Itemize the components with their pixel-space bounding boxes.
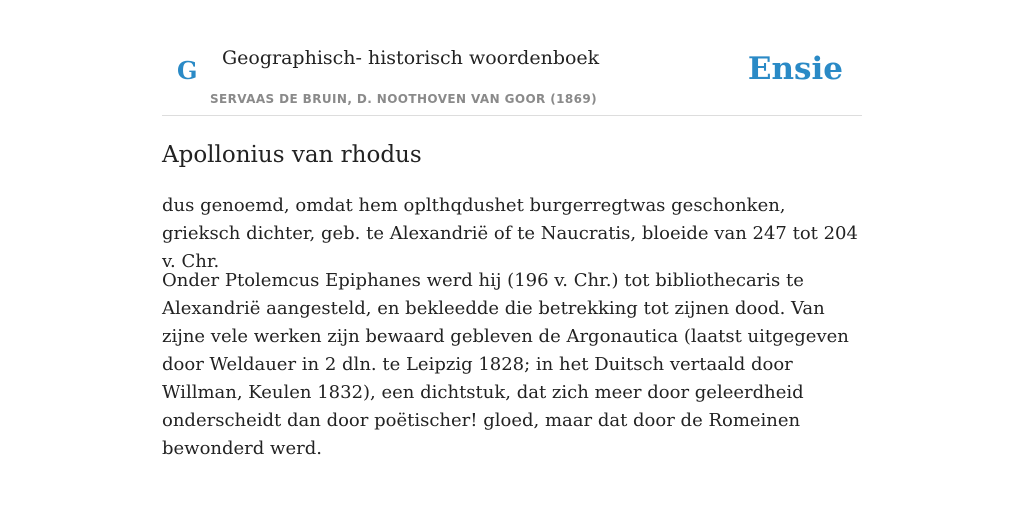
letter-index-link[interactable]: G <box>177 56 198 85</box>
entry-paragraph: dus genoemd, omdat hem oplthqdushet burgerregtwas geschonken, grieksch dichter, geb. te Alexandrië of te Naucratis, bloeide van 247 tot 204 v. Chr. <box>162 195 858 272</box>
book-title-link[interactable]: Geographisch- historisch woordenboek <box>222 47 600 69</box>
entry-title: Apollonius van rhodus <box>162 142 422 168</box>
entry-paragraph: Onder Ptolemcus Epiphanes werd hij (196 v. Chr.) tot bibliothecaris te Alexandrië aangesteld, en bekleedde die betrekking tot zijnen dood. Van zijne vele werken zijn bewaard gebleven de Argonautica (laatst uitgegeven door Weldauer in 2 dln. te Leipzig 1828; in het Duitsch vertaald door Willman, Keulen 1832), een dichtstuk, dat zich meer door geleerdheid onderscheidt dan door poëtischer! gloed, maar dat door de Romeinen bewonderd werd. <box>162 270 849 459</box>
page <box>162 0 862 459</box>
book-author: SERVAAS DE BRUIN, D. NOOTHOVEN VAN GOOR (1869) <box>210 92 598 106</box>
page-header <box>162 0 862 116</box>
ensie-logo-link[interactable]: Ensie <box>747 51 843 87</box>
